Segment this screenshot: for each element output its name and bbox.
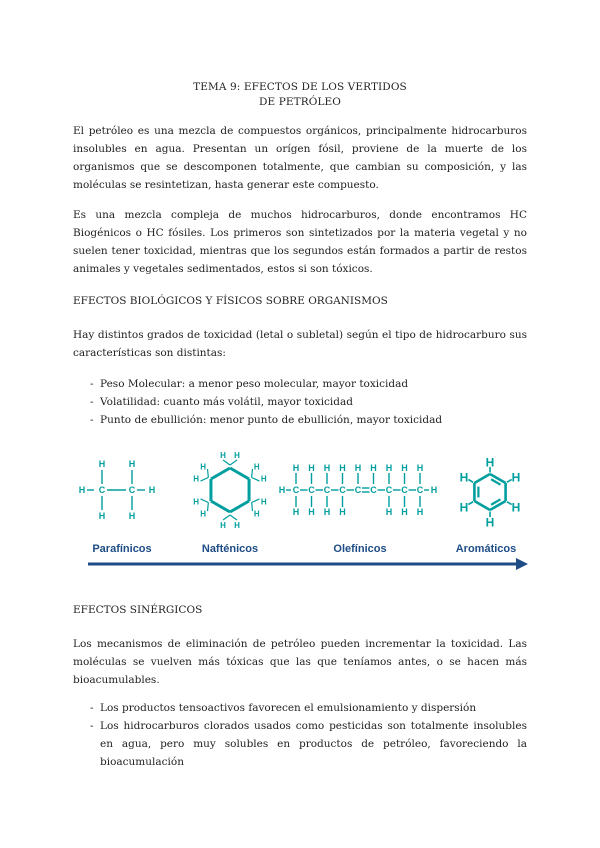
atom-c: C bbox=[308, 485, 315, 496]
atom-h: H bbox=[193, 474, 200, 484]
atom-h: H bbox=[511, 470, 521, 485]
atom-h: H bbox=[339, 463, 346, 474]
molecule-structures bbox=[79, 451, 521, 530]
bond bbox=[211, 468, 230, 479]
atom-h: H bbox=[485, 455, 495, 470]
atom-h: H bbox=[98, 459, 106, 470]
atom-c: C bbox=[339, 485, 346, 496]
bond bbox=[208, 503, 209, 512]
paragraph-toxicity: Hay distintos grados de toxicidad (letal o subletal) según el tipo de hidrocarburo sus características son distintas: bbox=[73, 329, 527, 359]
atom-h: H bbox=[416, 463, 424, 474]
atom-h: H bbox=[511, 500, 521, 515]
list-item: - Peso Molecular: a menor peso molecular, mayor toxicidad bbox=[90, 378, 409, 390]
bond bbox=[208, 469, 209, 478]
atom-h: H bbox=[278, 485, 286, 496]
bond bbox=[201, 478, 209, 482]
list-item: - Punto de ebullición: menor punto de ebullición, mayor toxicidad bbox=[90, 414, 443, 426]
atom-h: H bbox=[78, 485, 86, 496]
bond bbox=[468, 502, 473, 505]
atom-h: H bbox=[292, 507, 300, 518]
bond bbox=[252, 499, 260, 503]
bond bbox=[223, 460, 230, 465]
section-heading-synergistic: EFECTOS SINÉRGICOS bbox=[73, 604, 203, 616]
atom-c: C bbox=[370, 485, 377, 496]
atom-h: H bbox=[253, 462, 260, 472]
atom-c: C bbox=[401, 485, 408, 496]
hydrocarbon-structures-figure bbox=[80, 440, 530, 575]
bullet-list-synergy bbox=[73, 699, 527, 771]
bond bbox=[252, 478, 260, 482]
bond bbox=[474, 501, 490, 510]
bond bbox=[474, 474, 490, 483]
atom-h: H bbox=[308, 463, 315, 474]
list-item-text: Volatilidad: cuanto más volátil, mayor toxicidad bbox=[100, 396, 353, 408]
atom-h: H bbox=[401, 463, 408, 474]
atom-h: H bbox=[234, 450, 240, 460]
atom-h: H bbox=[128, 511, 136, 522]
label-parafinicos: Parafínicos bbox=[92, 543, 152, 555]
atom-c: C bbox=[128, 485, 136, 496]
atom-h: H bbox=[234, 520, 240, 530]
bond bbox=[490, 501, 506, 510]
atom-h: H bbox=[323, 463, 331, 474]
list-item-text: Punto de ebullición: menor punto de ebullición, mayor toxicidad bbox=[100, 414, 443, 426]
atom-h: H bbox=[401, 507, 408, 518]
list-item-text: Peso Molecular: a menor peso molecular, mayor toxicidad bbox=[100, 378, 409, 390]
atom-h: H bbox=[98, 511, 106, 522]
bond bbox=[468, 480, 473, 483]
atom-h: H bbox=[485, 515, 495, 530]
atom-h: H bbox=[323, 507, 331, 518]
list-item-text: Los hidrocarburos clorados usados como pesticidas son totalmente insolubles en agua, pero muy solubles en productos de petróleo, favoreciendo la bioacumulación bbox=[100, 720, 527, 768]
list-item: - Los hidrocarburos clorados usados como pesticidas son totalmente insolubles en agua, pero muy solubles en productos de petróleo, favoreciendo la bioacumulación bbox=[90, 720, 527, 768]
atom-h: H bbox=[193, 497, 200, 507]
atom-h: H bbox=[253, 509, 260, 519]
atom-h: H bbox=[339, 507, 346, 518]
atom-h: H bbox=[308, 507, 315, 518]
label-olefinicos: Olefínicos bbox=[333, 543, 387, 555]
bond bbox=[230, 515, 237, 520]
atom-h: H bbox=[292, 463, 300, 474]
bond bbox=[211, 501, 230, 512]
atom-h: H bbox=[385, 507, 393, 518]
bond bbox=[230, 468, 249, 479]
bond bbox=[252, 469, 253, 478]
atom-h: H bbox=[416, 507, 424, 518]
bond bbox=[223, 515, 230, 520]
atom-h: H bbox=[200, 462, 207, 472]
increasing-toxicity-arrow bbox=[88, 558, 528, 570]
list-item: - Volatilidad: cuanto más volátil, mayor toxicidad bbox=[90, 396, 353, 408]
bond bbox=[201, 499, 209, 503]
atom-h: H bbox=[260, 497, 267, 507]
atom-h: H bbox=[128, 459, 136, 470]
label-naftenicos: Nafténicos bbox=[201, 543, 259, 555]
list-item-text: Los productos tensoactivos favorecen el emulsionamiento y dispersión bbox=[100, 702, 477, 714]
atom-h: H bbox=[260, 474, 267, 484]
label-aromaticos: Aromáticos bbox=[455, 543, 517, 555]
atom-h: H bbox=[459, 470, 469, 485]
paragraph-intro: El petróleo es una mezcla de compuestos orgánicos, principalmente hidrocarburos insolubles en agua. Presentan un orígen fósil, proviene de la muerte de los organismos que se descomponen totalmente, que cambian su composición, y las moléculas se resintetizan, hasta generar este compuesto. bbox=[73, 125, 527, 191]
bond bbox=[490, 474, 506, 483]
atom-c: C bbox=[416, 485, 424, 496]
atom-c: C bbox=[292, 485, 300, 496]
paragraph-mixture: Es una mezcla compleja de muchos hidrocarburos, donde encontramos HC Biogénicos o HC fósiles. Los primeros son sintetizados por la materia vegetal y no suelen tener toxicidad, mientras que los segundos están formados a partir de restos animales y vegetales sedimentados, estos si son tóxicos. bbox=[73, 209, 527, 275]
atom-h: H bbox=[220, 450, 226, 460]
atom-h: H bbox=[148, 485, 156, 496]
atom-c: C bbox=[385, 485, 393, 496]
atom-c: C bbox=[98, 485, 106, 496]
atom-h: H bbox=[370, 463, 377, 474]
list-item: - Los productos tensoactivos favorecen el emulsionamiento y dispersión bbox=[90, 702, 477, 714]
atom-h: H bbox=[220, 520, 226, 530]
section-heading-biological: EFECTOS BIOLÓGICOS Y FÍSICOS SOBRE ORGANISMOS bbox=[73, 295, 388, 307]
atom-h: H bbox=[430, 485, 438, 496]
atom-c: C bbox=[354, 485, 362, 496]
bond bbox=[230, 460, 237, 465]
atom-h: H bbox=[459, 500, 469, 515]
paragraph-synergy: Los mecanismos de eliminación de petróleo pueden incrementar la toxicidad. Las moléculas se vuelven más tóxicas que las que teníamos antes, o se hacen más bioacumulables. bbox=[73, 638, 527, 686]
document-title-line-1: TEMA 9: EFECTOS DE LOS VERTIDOS bbox=[193, 81, 407, 93]
atom-c: C bbox=[323, 485, 331, 496]
bond bbox=[252, 503, 253, 512]
bond bbox=[230, 501, 249, 512]
document-title-line-2: DE PETRÓLEO bbox=[258, 96, 341, 108]
atom-h: H bbox=[200, 509, 207, 519]
atom-h: H bbox=[385, 463, 393, 474]
bullet-list-properties bbox=[73, 375, 527, 429]
atom-h: H bbox=[354, 463, 362, 474]
